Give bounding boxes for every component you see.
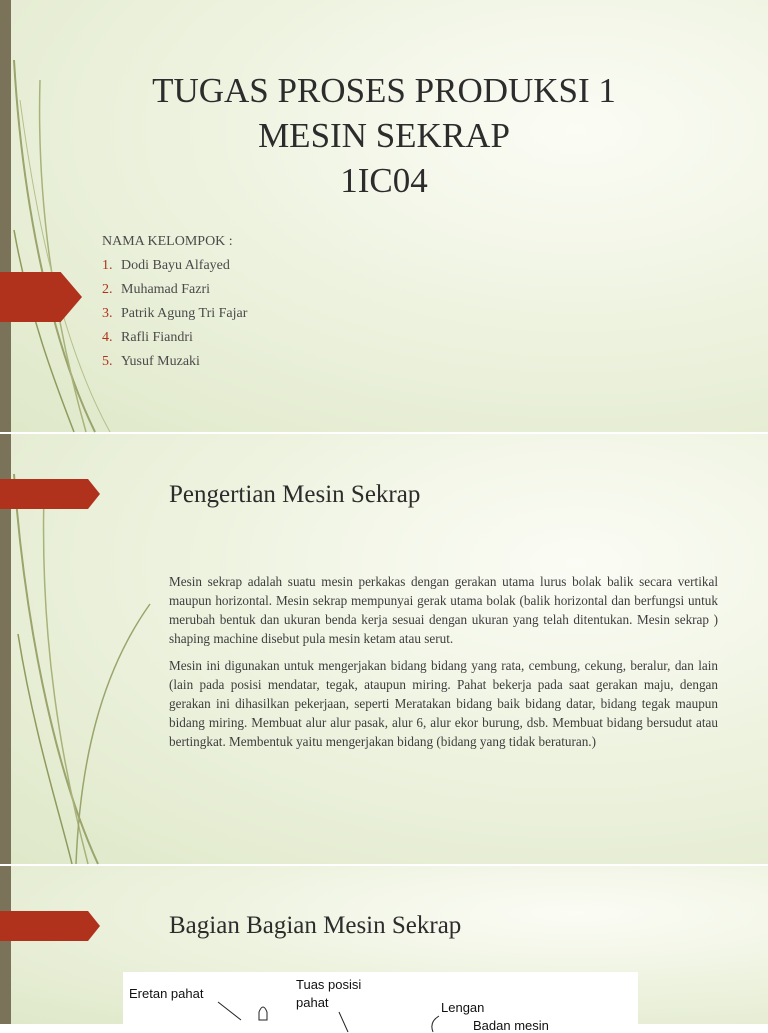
list-item: 1. Dodi Bayu Alfayed (102, 258, 230, 273)
paragraph-1: Mesin sekrap adalah suatu mesin perkakas dengan gerakan utama lurus bolak balik secara vertikal maupun horizontal. Mesin sekrap mempunyai gerak utama bolak (balik horizontal dan berfungsi untuk merubah bentuk dan ukuran benda kerja sesuai dengan ukuran yang telah ditentukan. Mesin sekrap ) shaping machine disebut pula mesin ketam atau serut. (169, 574, 718, 646)
parts-slide (0, 866, 768, 1033)
definition-slide (0, 434, 768, 864)
title-line-3: 1IC04 (340, 161, 428, 200)
slide-heading: Pengertian Mesin Sekrap (169, 481, 421, 508)
label-lengan: Lengan (441, 1000, 485, 1015)
slide-title (0, 68, 768, 203)
arrow-tab (0, 911, 100, 941)
definition-text (169, 572, 718, 759)
slide-heading: Bagian Bagian Mesin Sekrap (169, 912, 462, 939)
diagram-lines (123, 972, 638, 1032)
label-badan-mesin: Badan mesin (473, 1018, 549, 1033)
paragraph-2: Mesin ini digunakan untuk mengerjakan bidang bidang yang rata, cembung, cekung, beralur, dan lain (lain pada posisi mendatar, tegak, ataupun miring. Pahat bekerja pada saat gerakan maju, dengan gerakan ini dihasilkan pekerjaan, seperti Meratakan bidang baik bidang datar, bidang tegak maupun bidang miring. Membuat alur alur pasak, alur 6, alur ekor burung, dsb. Membuat bidang bersudut atau bertingkat. Membentuk yaitu mengerjakan bidang (bidang yang tidak beraturan.) (169, 658, 718, 749)
title-slide (0, 0, 768, 432)
group-members (102, 230, 247, 374)
group-label: NAMA KELOMPOK : (102, 234, 233, 249)
member-list (102, 254, 247, 374)
machine-parts-diagram (123, 972, 638, 1032)
list-item: 5. Yusuf Muzaki (102, 354, 200, 369)
title-line-1: TUGAS PROSES PRODUKSI 1 (152, 71, 616, 110)
label-tuas-line2: pahat (296, 995, 329, 1010)
left-accent-bar (0, 866, 11, 1024)
title-line-2: MESIN SEKRAP (258, 116, 510, 155)
list-item: 4. Rafli Fiandri (102, 330, 193, 345)
arrow-tab (0, 479, 100, 509)
list-item: 3. Patrik Agung Tri Fajar (102, 306, 248, 321)
label-tuas-line1: Tuas posisi (296, 977, 362, 992)
label-eretan-pahat: Eretan pahat (129, 986, 204, 1001)
list-item: 2. Muhamad Fazri (102, 282, 211, 297)
